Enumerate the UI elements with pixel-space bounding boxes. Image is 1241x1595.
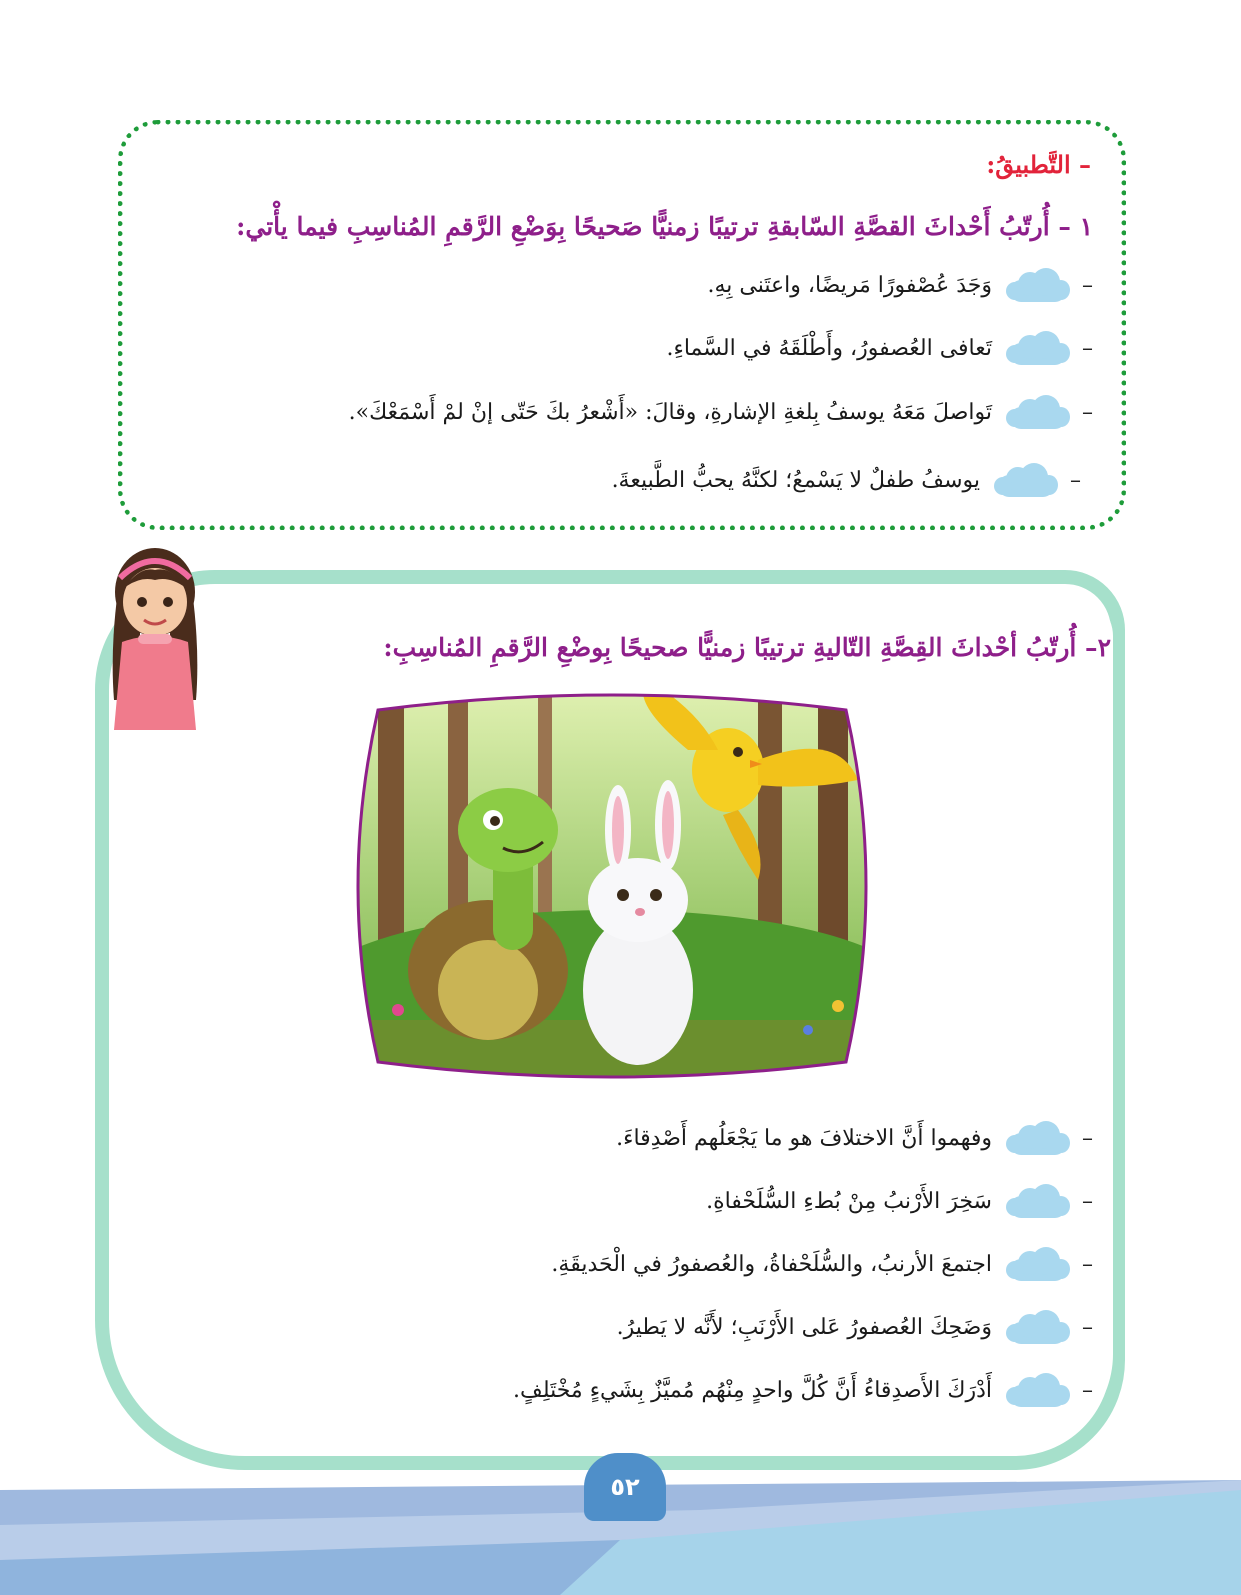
section-label: – التَّطبيقُ: [986, 150, 1091, 179]
answer-cloud-input[interactable] [1006, 1184, 1070, 1218]
answer-cloud-input[interactable] [1006, 395, 1070, 429]
event-text: تَواصلَ مَعَهُ يوسفُ بِلغةِ الإشارةِ، وقالَ: «أَشْعرُ بكَ حَتّى إنْ لمْ أَسْمَعْكَ». [348, 399, 992, 425]
event-text: اجتمعَ الأرنبُ، والسُّلَحْفاةُ، والعُصفورُ في الْحَديقَةِ. [551, 1251, 992, 1277]
event-text: تَعافى العُصفورُ، وأَطْلَقَهُ في السَّماءِ. [666, 335, 992, 361]
list-item: – يوسفُ طفلٌ لا يَسْمعُ؛ لكنَّهُ يحبُّ الطَّبيعةَ. [612, 460, 1081, 500]
list-item: – أَدْرَكَ الأَصدِقاءُ أَنَّ كُلَّ واحدٍ مِنْهُم مُميَّزٌ بِشَيءٍ مُخْتَلِفٍ. [513, 1370, 1093, 1410]
event-text: وفهموا أَنَّ الاختلافَ هو ما يَجْعَلُهم أَصْدِقاءَ. [616, 1125, 992, 1151]
answer-cloud-input[interactable] [1006, 331, 1070, 365]
list-item: – تَعافى العُصفورُ، وأَطْلَقَهُ في السَّماءِ. [667, 328, 1094, 368]
list-item: – وَضَحِكَ العُصفورُ عَلى الأَرْنَبِ؛ لأَنَّه لا يَطيرُ. [617, 1307, 1093, 1347]
girl-illustration [100, 530, 210, 730]
question-1-title: ١ – أُرتّبُ أَحْداثَ القصَّةِ السّابقةِ ترتيبًا زمنيًّا صَحيحًا بِوَضْعِ الرَّقمِ المُناسِبِ فيما يأْتي: [236, 212, 1093, 241]
list-item: – تَواصلَ مَعَهُ يوسفُ بِلغةِ الإشارةِ، وقالَ: «أَشْعرُ بكَ حَتّى إنْ لمْ أَسْمَعْكَ». [349, 392, 1093, 432]
answer-cloud-input[interactable] [1006, 1373, 1070, 1407]
event-text: وَضَحِكَ العُصفورُ عَلى الأَرْنَبِ؛ لأَنَّه لا يَطيرُ. [616, 1314, 992, 1340]
answer-cloud-input[interactable] [994, 463, 1058, 497]
page-number: ٥٢ [584, 1453, 666, 1521]
answer-cloud-input[interactable] [1006, 1121, 1070, 1155]
list-item: – سَخِرَ الأَرْنبُ مِنْ بُطءِ السُّلَحْفاةِ. [706, 1181, 1093, 1221]
list-item: – وَجَدَ عُصْفورًا مَريضًا، واعتَنى بِهِ. [708, 265, 1094, 305]
event-text: وَجَدَ عُصْفورًا مَريضًا، واعتَنى بِهِ. [707, 272, 992, 298]
list-item: – اجتمعَ الأرنبُ، والسُّلَحْفاةُ، والعُصفورُ في الْحَديقَةِ. [551, 1244, 1093, 1284]
answer-cloud-input[interactable] [1006, 1310, 1070, 1344]
event-text: سَخِرَ الأَرْنبُ مِنْ بُطءِ السُّلَحْفاةِ. [706, 1188, 992, 1214]
event-text: أَدْرَكَ الأَصدِقاءُ أَنَّ كُلَّ واحدٍ مِنْهُم مُميَّزٌ بِشَيءٍ مُخْتَلِفٍ. [513, 1377, 992, 1403]
question-2-title: ٢– أُرتّبُ أحْداثَ القِصَّةِ التّاليةِ ترتيبًا زمنيًّا صحيحًا بِوضْعِ الرَّقمِ المُناسِبِ: [383, 633, 1111, 662]
story-picture [338, 690, 886, 1082]
answer-cloud-input[interactable] [1006, 1247, 1070, 1281]
event-text: يوسفُ طفلٌ لا يَسْمعُ؛ لكنَّهُ يحبُّ الطَّبيعةَ. [611, 467, 980, 493]
list-item: – وفهموا أَنَّ الاختلافَ هو ما يَجْعَلُهم أَصْدِقاءَ. [616, 1118, 1093, 1158]
answer-cloud-input[interactable] [1006, 268, 1070, 302]
